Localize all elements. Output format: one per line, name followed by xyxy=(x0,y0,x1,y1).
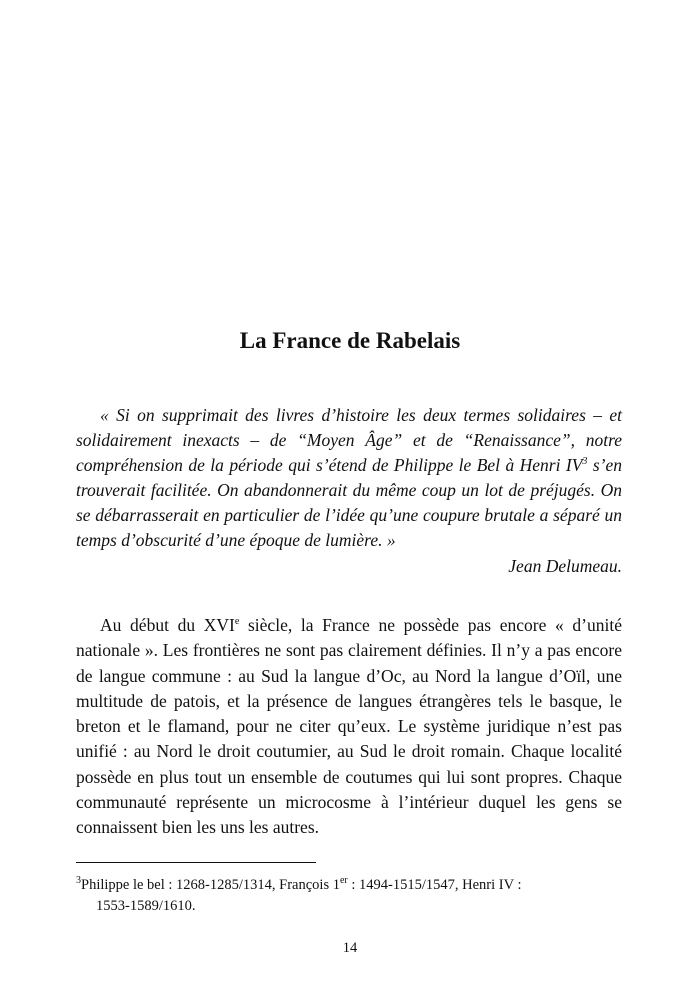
page-number: 14 xyxy=(342,940,358,956)
body-paragraph-text xyxy=(76,613,622,841)
footnote-line-1 xyxy=(76,875,622,896)
epigraph-line-1: « Si on supprimait des livres d’histoire les deux termes solidaires – et xyxy=(100,405,622,425)
footnote-separator xyxy=(76,862,316,863)
footnote-number: 3 xyxy=(76,875,81,887)
epigraph-line-3: compréhension de la période qui s’étend de Philippe le Bel à Henri IV xyxy=(76,455,583,475)
footnote-reference: 3 xyxy=(582,456,588,468)
body-part-1: Au début du XVI xyxy=(100,615,235,635)
epigraph-attribution: Jean Delumeau. xyxy=(508,556,622,576)
body-paragraph xyxy=(76,613,622,841)
body-part-2: siècle, la France ne possède pas encore « d’unité nationale ». Les frontières ne sont pas clairement définies. Il n’y a pas encore de langue commune : au Sud la langue d’Oc, au Nord la langue d’Oïl, une multitude de patois, et la présence de langues étrangères tels le basque, le breton et le flamand, pour ne citer qu’eux. Le système juridique n’est pas unifié : au Nord le droit coutumier, au Sud le droit romain. Chaque localité possède en plus tout un ensemble de coutumes qui lui sont propres. Chaque communauté représente un microcosme à l’intérieur duquel les gens se connaissent bien les uns les autres. xyxy=(76,615,622,838)
century-superscript: e xyxy=(234,616,240,628)
epigraph-paragraph xyxy=(76,403,622,553)
footnote-text-a: Philippe le bel : 1268-1285/1314, François 1 xyxy=(81,877,340,893)
ordinal-superscript: er xyxy=(339,875,348,887)
footnote-text-b: : 1494-1515/1547, Henri IV : xyxy=(347,877,522,893)
epigraph-line-2: solidairement inexacts – de “Moyen Âge” et de “Renaissance”, notre xyxy=(76,430,622,450)
footnote-line-2: 1553-1589/1610. xyxy=(96,898,196,914)
chapter-title: La France de Rabelais xyxy=(239,328,461,353)
epigraph-quote xyxy=(76,403,622,553)
footnote xyxy=(76,875,622,917)
epigraph-rest: s’en trouverait facilitée. On abandonnerait du même coup un lot de préjugés. On se débarrasserait en particulier de l’idée qu’une coupure brutale a séparé un temps d’obscurité d’une époque de lumière. » xyxy=(76,455,623,550)
